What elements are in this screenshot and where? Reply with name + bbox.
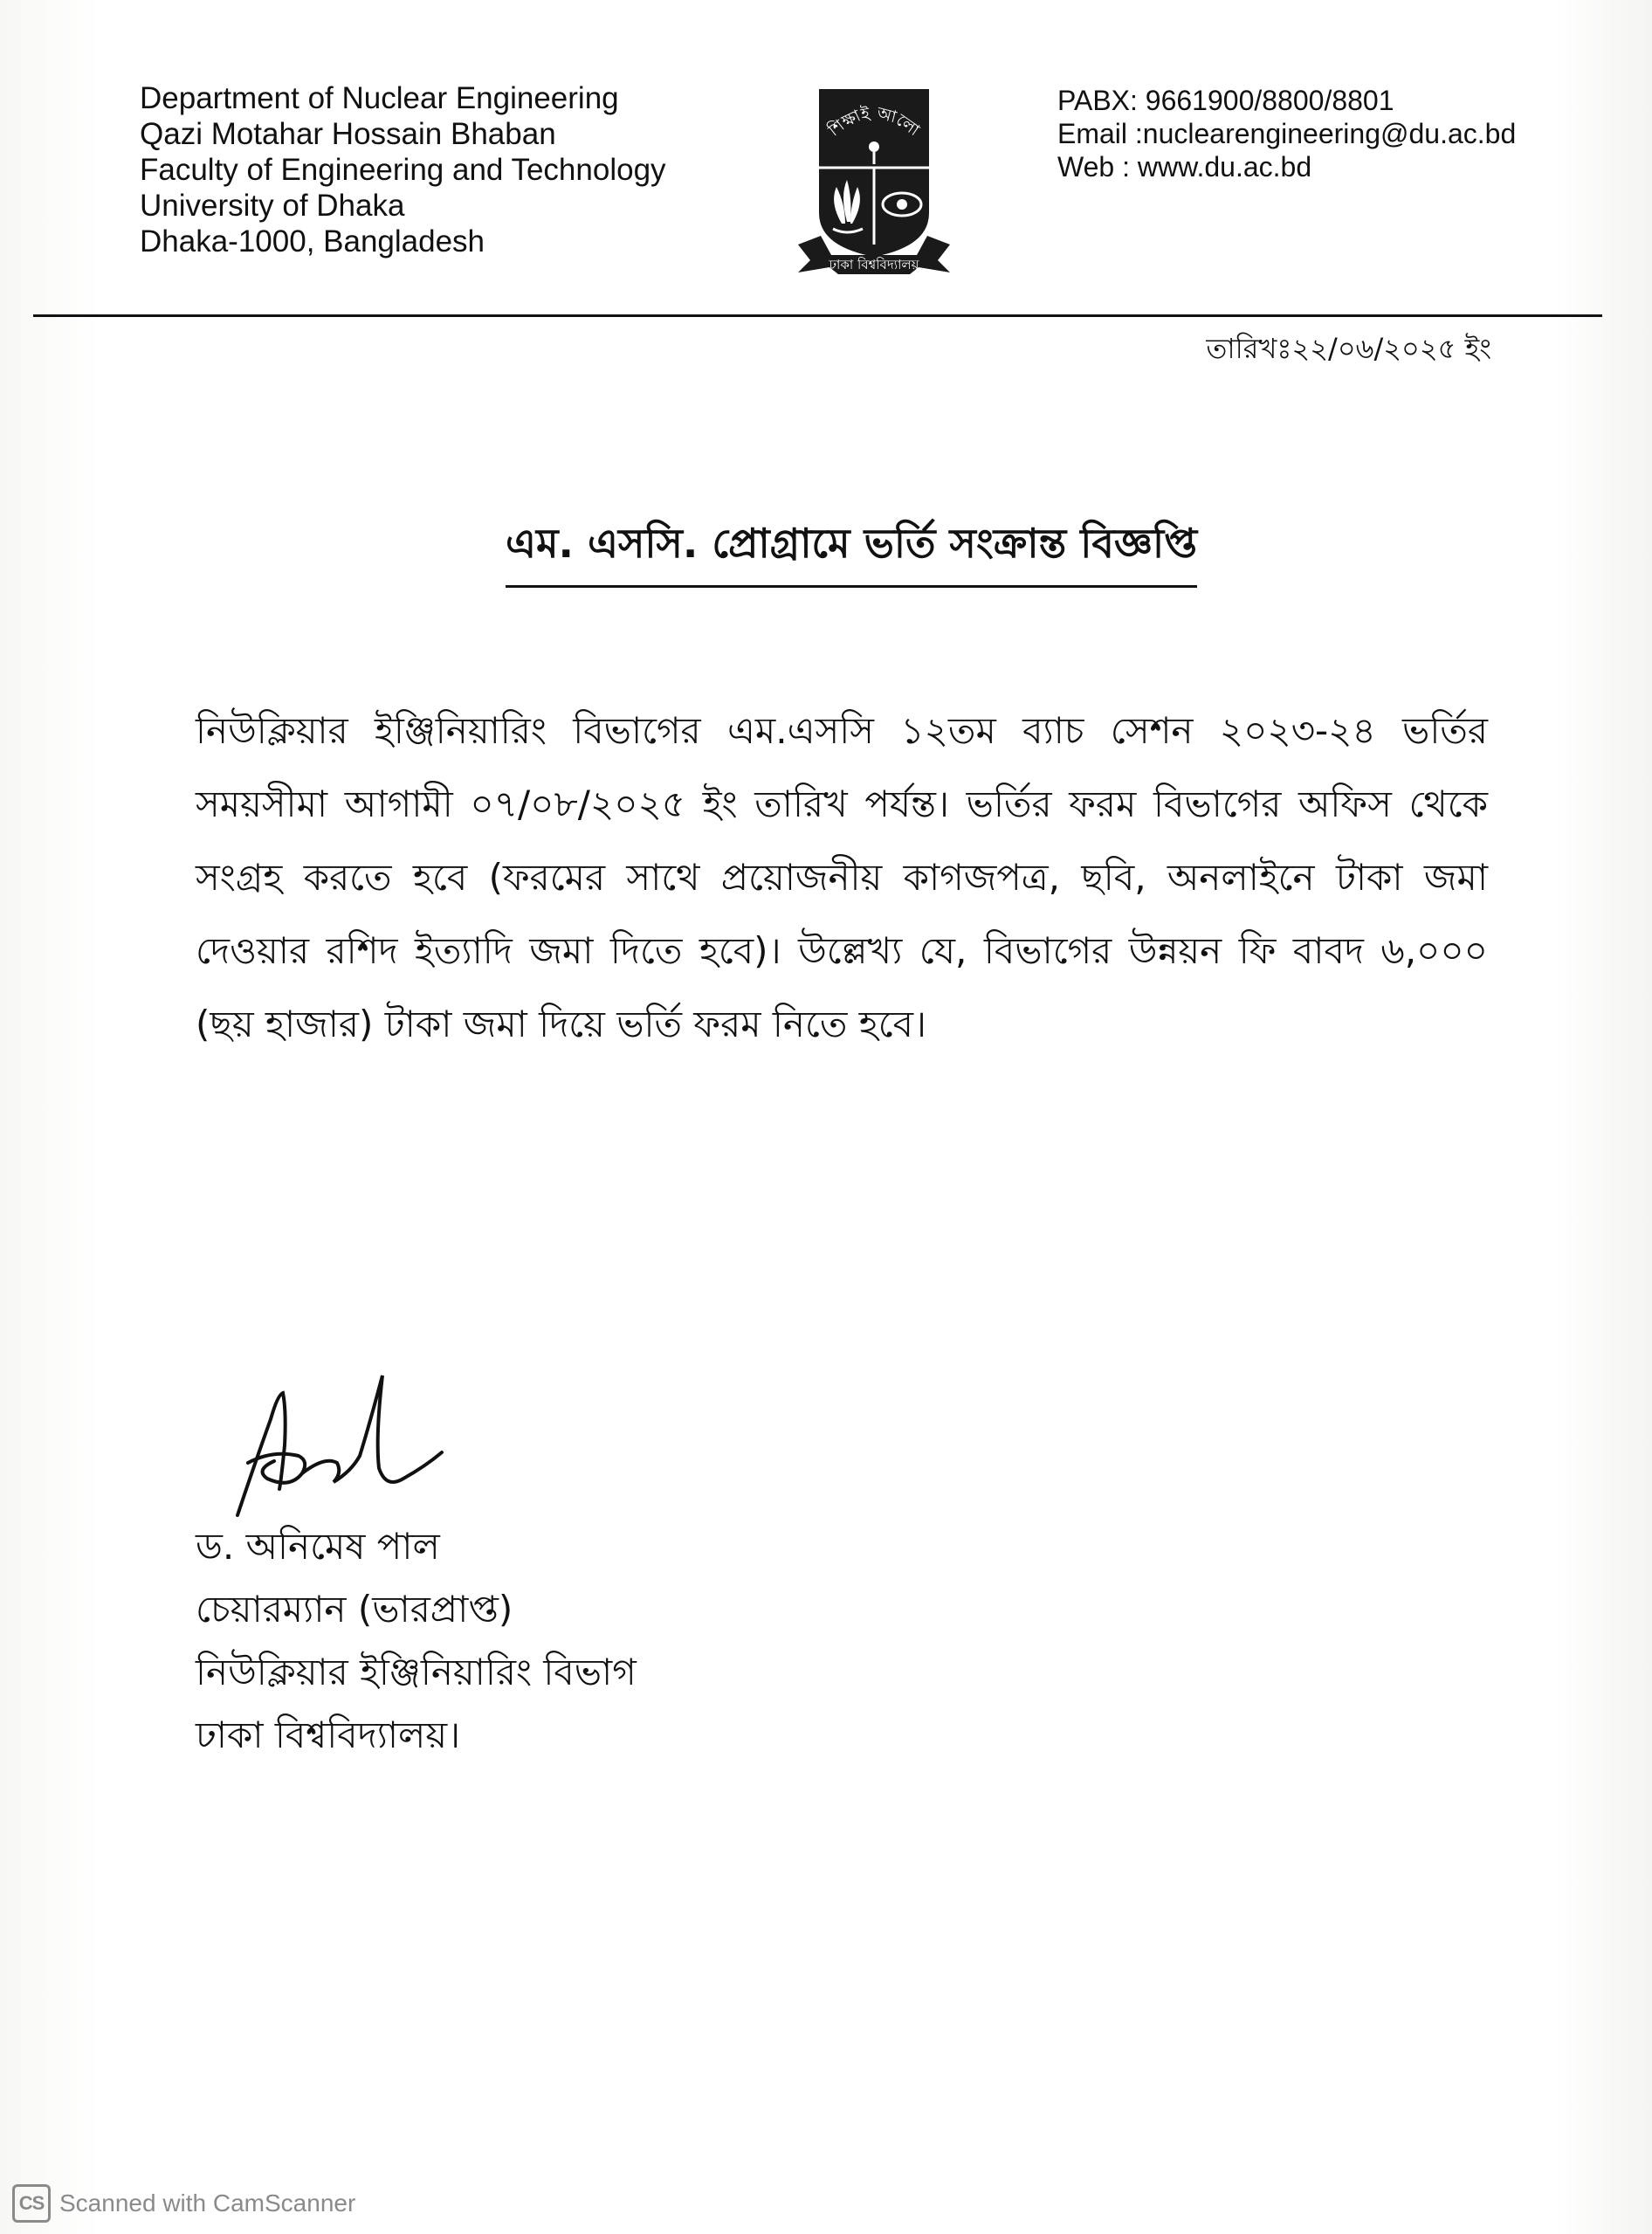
address-line-faculty: Faculty of Engineering and Technology	[140, 153, 666, 187]
notice-date: তারিখঃ২২/০৬/২০২৫ ইং	[1206, 332, 1491, 365]
notice-body: নিউক্লিয়ার ইঞ্জিনিয়ারিং বিভাগের এম.এসসি ১২তম ব্যাচ সেশন ২০২৩-২৪ ভর্তির সময়সীমা আগামী ০৭/০৮/২০২৫ ইং তারিখ পর্যন্ত। ভর্তির ফরম বিভাগের অফিস থেকে সংগ্রহ করতে হবে (ফরমের সাথে প্রয়োজনীয় কাগজপত্র, ছবি, অনলাইনে টাকা জমা দেওয়ার রশিদ ইত্যাদি জমা দিতে হবে)। উল্লেখ্য যে, বিভাগের উন্নয়ন ফি বাবদ ৬,০০০ (ছয় হাজার) টাকা জমা দিয়ে ভর্তি ফরম নিতে হবে।	[196, 709, 1488, 1045]
notice-title: এম. এসসি. প্রোগ্রামে ভর্তি সংক্রান্ত বিজ্ঞপ্তি	[506, 514, 1197, 588]
svg-text:ঢাকা বিশ্ববিদ্যালয়: ঢাকা বিশ্ববিদ্যালয়	[829, 257, 919, 272]
scanner-watermark-text: Scanned with CamScanner	[59, 2189, 356, 2217]
camscanner-logo-icon: CS	[12, 2184, 51, 2223]
address-line-university: University of Dhaka	[140, 189, 405, 223]
signatory-block	[196, 1515, 637, 1767]
signatory-department: নিউক্লিয়ার ইঞ্জিনিয়ারিং বিভাগ	[196, 1651, 637, 1693]
website-address: Web : www.du.ac.bd	[1057, 151, 1312, 183]
signatory-name: ড. অনিমেষ পাল	[196, 1525, 440, 1568]
signatory-designation: চেয়ারম্যান (ভারপ্রাপ্ত)	[196, 1588, 513, 1631]
letterhead-contact	[1057, 84, 1516, 183]
university-crest-icon	[796, 82, 952, 276]
handwritten-signature-icon	[229, 1358, 456, 1524]
letterhead-address	[140, 80, 666, 259]
notice-title-container	[441, 514, 1262, 588]
scanner-watermark	[12, 2182, 355, 2225]
svg-text:শিক্ষাই আলো: শিক্ষাই আলো	[824, 103, 924, 141]
letterhead-divider	[33, 314, 1602, 317]
address-line-department: Department of Nuclear Engineering	[140, 81, 619, 115]
signatory-university: ঢাকা বিশ্ববিদ্যালয়।	[196, 1713, 461, 1756]
address-line-city: Dhaka-1000, Bangladesh	[140, 224, 485, 259]
email-address: Email :nuclearengineering@du.ac.bd	[1057, 118, 1517, 149]
pabx-number: PABX: 9661900/8800/8801	[1057, 85, 1394, 116]
address-line-building: Qazi Motahar Hossain Bhaban	[140, 117, 556, 151]
